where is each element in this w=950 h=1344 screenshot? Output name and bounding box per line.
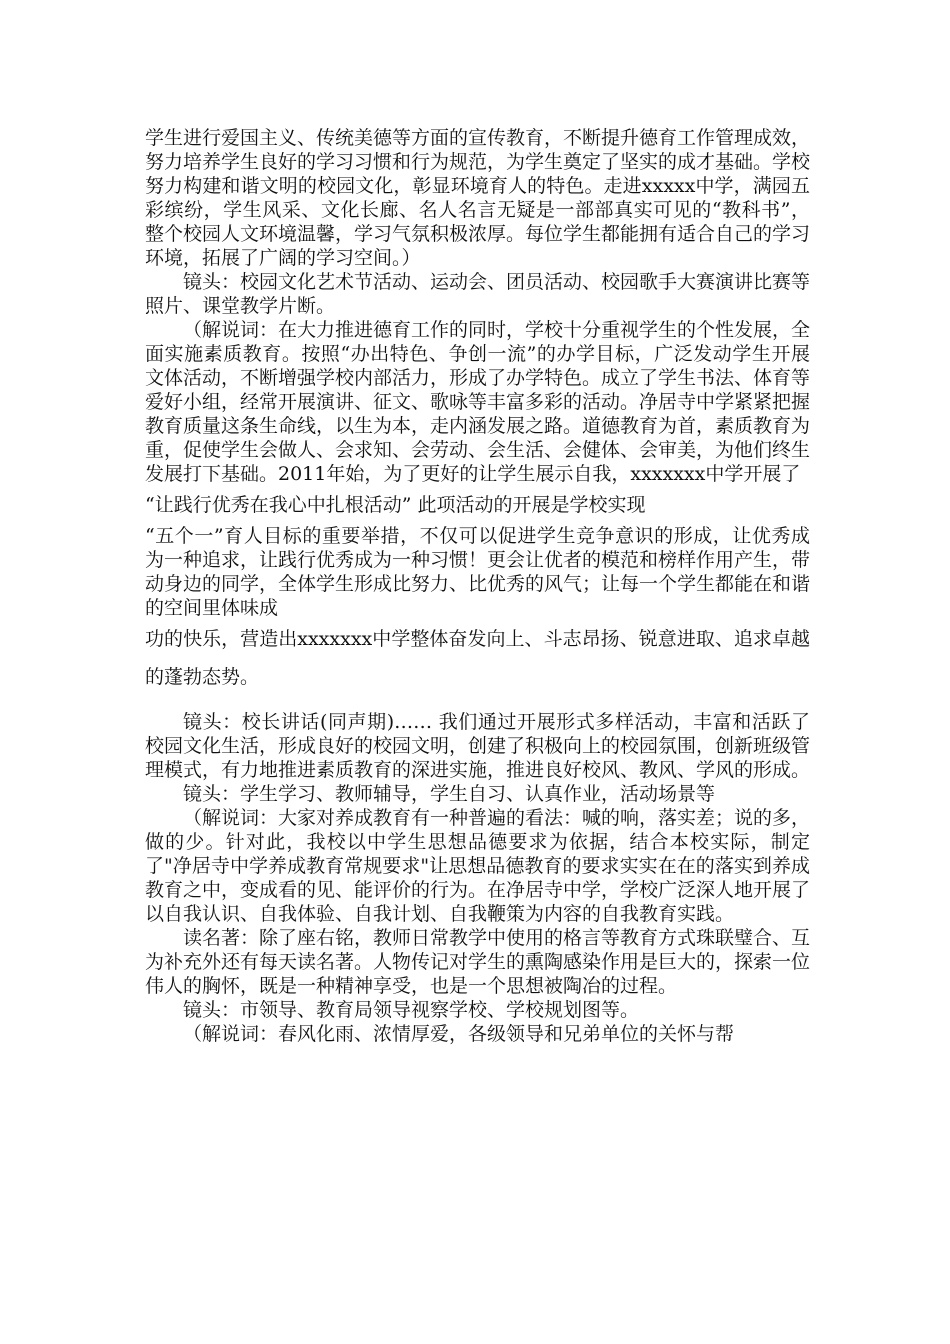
paragraph-reading-classics: 读名著：除了座右铭，教师日常教学中使用的格言等教育方式珠联璧合、互为补充外还有每天读名著。人物传记对学生的熏陶感染作用是巨大的，探索一位伟人的胸怀，既是一种精神享受，也是一个思想被陶冶的过程。 [145, 927, 811, 997]
paragraph-narration-habit-education: （解说词：大家对养成教育有一种普遍的看法：喊的响，落实差；说的多，做的少。针对此，我校以中学生思想品德要求为依据，结合本校实际，制定了"净居寺中学养成教育常规要求"让思想品德教育的要求实实在在的落实到养成教育之中，变成看的见、能评价的行为。在净居寺中学，学校广泛深人地开展了以自我认识、自我体验、自我计划、自我鞭策为内容的自我教育实践。 [145, 807, 811, 925]
paragraph-gap [145, 696, 810, 710]
paragraph-five-goals: “五个一”育人目标的重要举措，不仅可以促进学生竞争意识的形成，让优秀成为一种追求，让践行优秀成为一种习惯！更会让优者的模范和榜样作用产生，带动身边的同学，全体学生形成比努力、比优秀的风气；让每一个学生都能在和谐的空间里体味成 [145, 525, 811, 619]
paragraph-joy-of-success: 功的快乐，营造出xxxxxxx中学整体奋发向上、斗志昂扬、锐意进取、追求卓越的蓬勃态势。 [145, 628, 810, 688]
paragraph-moral-education: 学生进行爱国主义、传统美德等方面的宣传教育，不断提升德育工作管理成效，努力培养学生良好的学习习惯和行为规范，为学生奠定了坚实的成才基础。学校努力构建和谐文明的校园文化，彰显环境育人的特色。走进xxxxx中学，满园五彩缤纷，学生风采、文化长廊、名人名言无疑是一部部真实可见的“教科书”，整个校园人文环境温馨，学习气氛积极浓厚。每位学生都能拥有适合自己的学习环境，拓展了广阔的学习空间。） [145, 127, 811, 269]
paragraph-shot-culture-festival: 镜头：校园文化艺术节活动、运动会、团员活动、校园歌手大赛演讲比赛等照片、课堂教学片断。 [145, 271, 811, 317]
paragraph-shot-leaders-visit: 镜头：市领导、教育局领导视察学校、学校规划图等。 [183, 999, 640, 1021]
paragraph-shot-principal-speech: 镜头：校长讲话(同声期)…… 我们通过开展形式多样活动，丰富和活跃了校园文化生活，形成良好的校园文明，创建了积极向上的校园氛围，创新班级管理模式，有力地推进素质教育的深进实施，推进良好校风、教风、学风的形成。 [145, 711, 811, 781]
paragraph-narration-care: （解说词：春风化雨、浓情厚爱，各级领导和兄弟单位的关怀与帮 [183, 1023, 735, 1045]
paragraph-shot-students-study: 镜头：学生学习、教师辅导，学生自习、认真作业，活动场景等 [183, 783, 716, 805]
paragraph-activity-title: “让践行优秀在我心中扎根活动” 此项活动的开展是学校实现 [145, 494, 646, 516]
paragraph-narration-quality-education: （解说词：在大力推进德育工作的同时，学校十分重视学生的个性发展，全面实施素质教育。按照“办出特色、争创一流”的办学目标，广泛发动学生开展文体活动，不断增强学校内部活力，形成了办学特色。成立了学生书法、体育等爱好小组，经常开展演讲、征文、歌咏等丰富多彩的活动。净居寺中学紧紧把握教育质量这条生命线，以生为本，走内涵发展之路。道德教育为首，素质教育为重，促使学生会做人、会求知、会劳动、会生活、会健体、会审美，为他们终生发展打下基础。2011年始，为了更好的让学生展示自我，xxxxxxx中学开展了 [145, 319, 811, 485]
body-text [145, 126, 810, 1046]
